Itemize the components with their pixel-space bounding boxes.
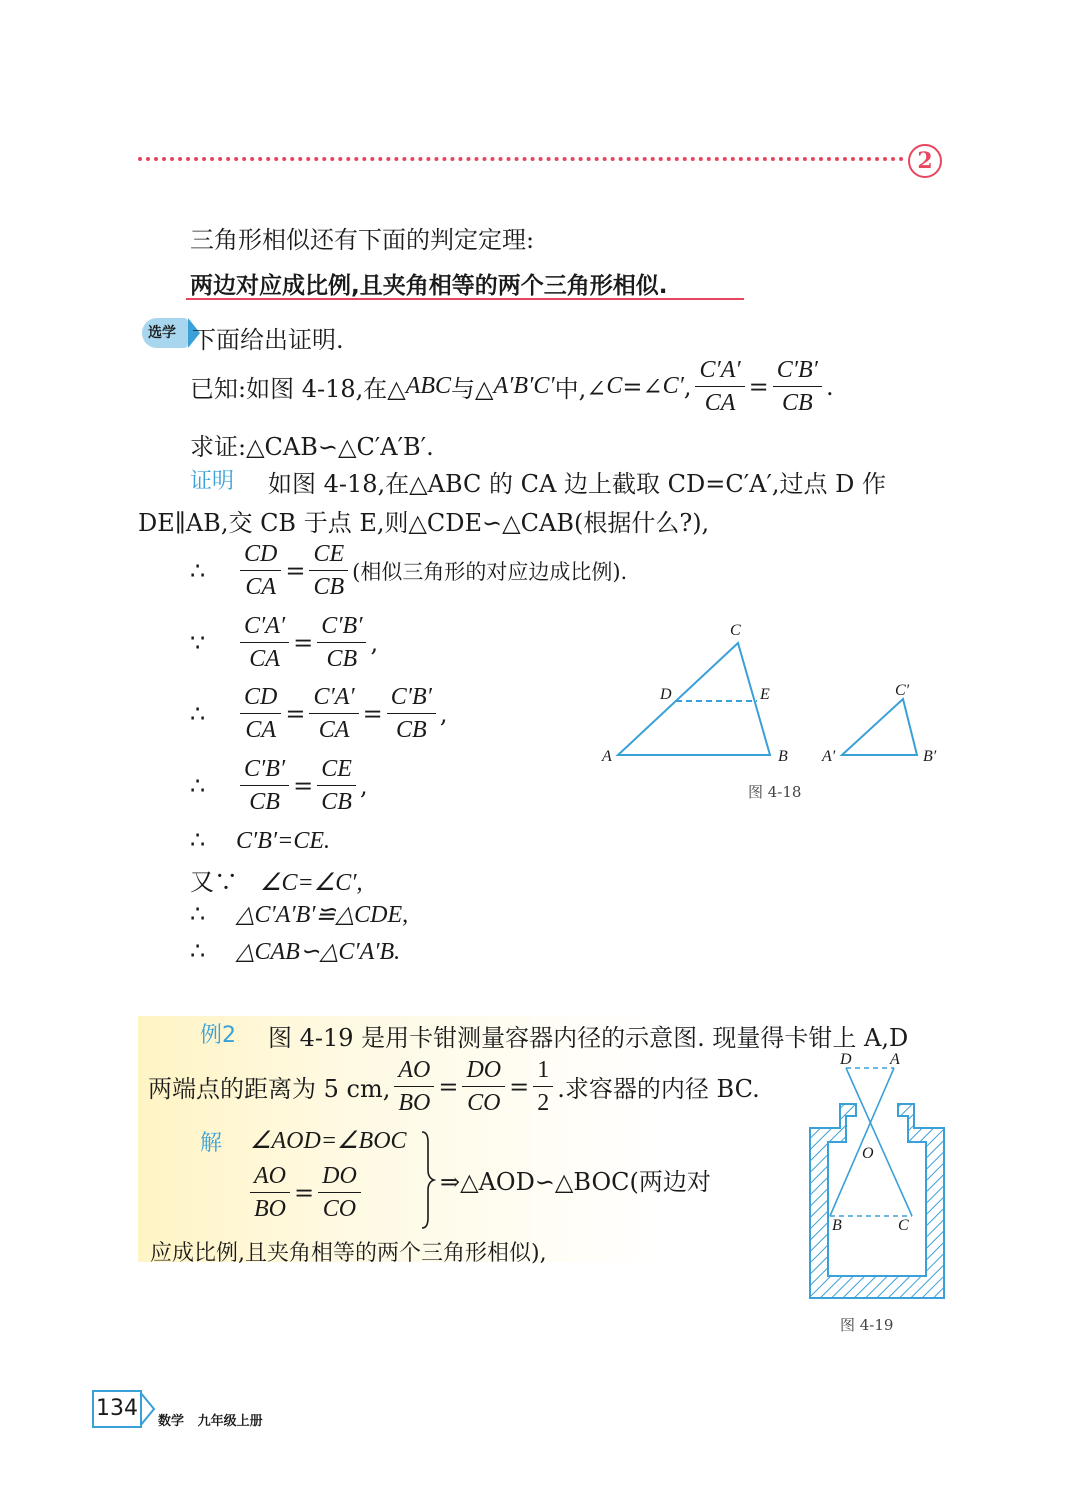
solution-result: ⇒△AOD∽△BOC(两边对 [440, 1168, 711, 1196]
prove-statement: 求证:△CAB∽△C′A′B′. [190, 433, 434, 461]
given-comma: , [683, 372, 692, 401]
step1-frac-2: $\frac{CE}{CB}$ [309, 538, 348, 603]
figure-4-18 [590, 615, 960, 815]
step-2: ∵ $\frac{C'A'}{CA}$ = $\frac{C'B'}{CB}$ , [190, 610, 378, 675]
label-aprime: A′ [822, 748, 836, 765]
proof-intro-text: 下面给出证明. [192, 326, 344, 354]
sol-frac-do-co: $\frac{DO}{CO}$ [318, 1160, 361, 1225]
optional-badge-label: 选学 [142, 318, 188, 348]
step3-frac-3: $\frac{C'B'}{CB}$ [387, 681, 436, 746]
caliper-arm-1 [846, 1068, 912, 1216]
figure-4-19 [800, 1046, 970, 1346]
step4-frac-1: $\frac{C'B'}{CB}$ [240, 753, 289, 818]
given-equals: = [748, 372, 769, 401]
solution-label: 解 [200, 1131, 223, 1156]
given-mid2: 中,∠ [554, 375, 607, 403]
proof-line-1: 如图 4-18,在△ABC 的 CA 边上截取 CD=C′A′,过点 D 作 [268, 470, 887, 498]
intro-line: 三角形相似还有下面的判定定理: [190, 226, 535, 254]
step-4: ∴ $\frac{C'B'}{CB}$ = $\frac{CE}{CB}$ , [190, 753, 368, 818]
step1-note: (相似三角形的对应边成比例). [352, 559, 628, 584]
step-1: ∴ $\frac{CD}{CA}$ = $\frac{CE}{CB}$ (相似三角形的对应边成比例). [190, 538, 627, 603]
step3-frac-2: $\frac{C'A'}{CA}$ [309, 681, 358, 746]
ex2-frac-half: $\frac{1}{2}$ [533, 1054, 553, 1119]
solution-angle-eq: ∠AOD=∠BOC [250, 1128, 407, 1154]
step-6: 又∵ ∠C=∠C′, [190, 868, 363, 896]
proof-line-2: DE∥AB,交 CB 于点 E,则△CDE∽△CAB(根据什么?), [138, 509, 710, 537]
triangle-aprime [842, 699, 917, 755]
given-aprime: A′B′C′ [493, 373, 555, 399]
step1-frac-1: $\frac{CD}{CA}$ [240, 538, 281, 603]
therefore-symbol: ∴ [190, 699, 206, 728]
step-7: ∴ △C′A′B′≌△CDE, [190, 900, 409, 928]
proof-label: 证明 [190, 469, 235, 494]
therefore-symbol: ∴ [190, 771, 206, 800]
therefore-symbol: ∴ [190, 556, 206, 585]
figure-4-18-caption: 图 4-18 [748, 783, 802, 801]
given-prefix: 已知:如图 4-18,在△ [190, 375, 406, 403]
step2-frac-2: $\frac{C'B'}{CB}$ [317, 610, 366, 675]
sol-frac-ao-bo: $\frac{AO}{BO}$ [250, 1160, 290, 1225]
label-d: D [840, 1051, 852, 1068]
step-8: ∴ △CAB∽△C′A′B. [190, 937, 401, 965]
label-e: E [760, 686, 770, 703]
triangle-abc [618, 643, 770, 755]
ex2-frac-do-co: $\frac{DO}{CO}$ [462, 1054, 505, 1119]
example-2-line-2: 两端点的距离为 5 cm, $\frac{AO}{BO}$ = $\frac{DO}{CO}$ = $\frac{1}{2}$ .求容器的内径 BC. [148, 1054, 760, 1119]
brace-icon [420, 1130, 436, 1230]
example-2-label: 例2 [200, 1023, 236, 1048]
page-tab-arrow-icon [140, 1392, 160, 1426]
step2-frac-1: $\frac{C'A'}{CA}$ [240, 610, 289, 675]
label-a: A [890, 1051, 900, 1068]
given-abc: ABC [405, 373, 452, 399]
header-dotted-rule [138, 157, 904, 161]
label-o: O [862, 1145, 874, 1162]
given-end: . [825, 372, 834, 401]
given-eq: =∠ [622, 372, 663, 401]
label-bprime: B′ [923, 748, 937, 765]
given-fraction-1: $\frac{C'A'}{CA}$ [695, 354, 744, 419]
label-c: C [898, 1217, 909, 1234]
section-number-badge: 2 [908, 144, 942, 178]
label-b: B [778, 748, 788, 765]
step4-frac-2: $\frac{CE}{CB}$ [317, 753, 356, 818]
label-a: A [602, 748, 612, 765]
theorem-underline [186, 298, 744, 300]
figure-4-19-caption: 图 4-19 [840, 1316, 894, 1334]
example-2-line-1: 图 4-19 是用卡钳测量容器内径的示意图. 现量得卡钳上 A,D [268, 1024, 909, 1052]
theorem-statement: 两边对应成比例,且夹角相等的两个三角形相似. [190, 273, 668, 299]
given-cprime: C′ [662, 373, 684, 399]
page-number: 134 [92, 1390, 142, 1428]
solution-ratio: $\frac{AO}{BO}$ = $\frac{DO}{CO}$ [246, 1160, 365, 1225]
book-title: 数学 九年级上册 [158, 1414, 263, 1429]
given-mid: 与△ [451, 375, 494, 403]
given-c: C [606, 373, 623, 399]
label-cprime: C′ [895, 682, 910, 699]
because-symbol: ∵ [190, 628, 206, 657]
step-5: ∴ C′B′=CE. [190, 826, 331, 854]
label-d: D [660, 686, 672, 703]
step-3: ∴ $\frac{CD}{CA}$ = $\frac{C'A'}{CA}$ = $\frac{C'B'}{CB}$ , [190, 681, 448, 746]
label-b: B [832, 1217, 842, 1234]
ex2-frac-ao-bo: $\frac{AO}{BO}$ [394, 1054, 434, 1119]
label-c: C [730, 622, 741, 639]
given-fraction-2: $\frac{C'B'}{CB}$ [773, 354, 822, 419]
container-wall [810, 1104, 944, 1298]
solution-line-3: 应成比例,且夹角相等的两个三角形相似), [150, 1241, 547, 1266]
given-statement [190, 354, 834, 419]
step3-frac-1: $\frac{CD}{CA}$ [240, 681, 281, 746]
